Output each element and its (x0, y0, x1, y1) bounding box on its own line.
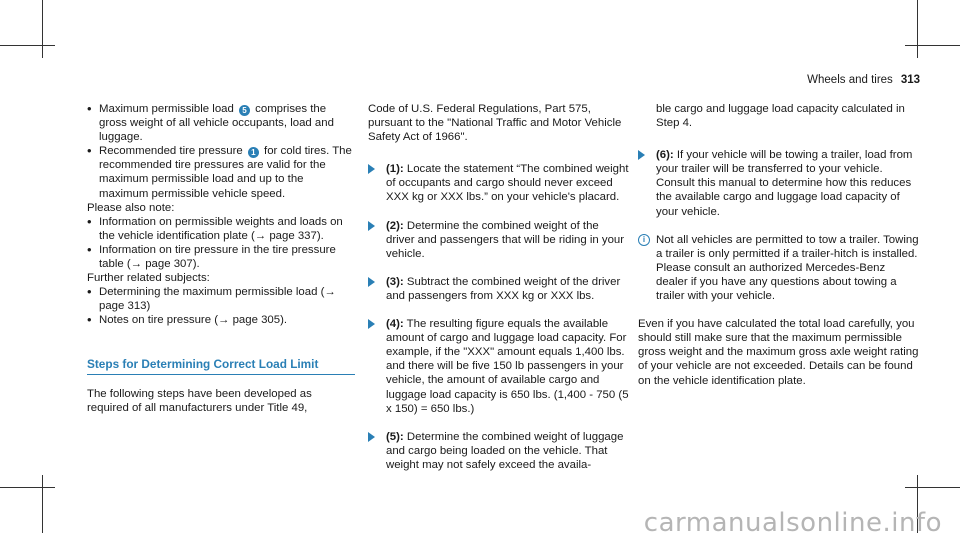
marker-1-icon: 1 (248, 147, 259, 158)
crop-mark (0, 487, 55, 488)
info-note-icon: i (638, 234, 650, 246)
watermark-logo: carmanualsonline.info (643, 507, 942, 538)
step-arrow-icon (368, 277, 375, 287)
closing-paragraph: Even if you have calculated the total load carefully, you should still make sure that the maximum permissible gross weight and the maximum gross axle weight rating of your vehicle are not exceeded. Details can be found on the vehicle identification plate. (638, 318, 919, 387)
step-arrow-icon (368, 432, 375, 442)
section-title: Wheels and tires (807, 74, 893, 86)
crop-mark (42, 475, 43, 533)
intro-paragraph: The following steps have been developed as required of all manufacturers under Title 49, (87, 387, 312, 414)
list-item: • Maximum permissible load 5 comprises the gross weight of all vehicle occupants, load and luggage. (87, 102, 355, 144)
step-arrow-icon (368, 221, 375, 231)
step-arrow-icon (368, 164, 375, 174)
running-header (807, 73, 920, 87)
step-2: (2): Determine the combined weight of the driver and passengers that will be riding in your vehicle. (368, 219, 630, 261)
crop-mark (0, 45, 55, 46)
section-heading: Steps for Determining Correct Load Limit (87, 357, 355, 375)
step-1: (1): Locate the statement “The combined weight of occupants and cargo should never exceed XXX kg or XXX lbs.” on your vehicle's placard. (368, 162, 630, 204)
further-subjects-label: Further related subjects: (87, 272, 210, 285)
column-left (87, 102, 355, 415)
crop-mark (905, 487, 960, 488)
list-item: • Information on tire pressure in the tire pressure table (→ page 307). (87, 243, 355, 271)
list-item: • Determining the maximum permissible load (→ page 313) (87, 285, 355, 313)
step-arrow-icon (638, 150, 645, 160)
list-item: • Notes on tire pressure (→ page 305). (87, 313, 355, 327)
crop-mark (905, 45, 960, 46)
continued-step: ble cargo and luggage load capacity calculated in Step 4. (656, 103, 905, 130)
crop-mark (42, 0, 43, 58)
please-note-label: Please also note: (87, 201, 175, 214)
continued-paragraph: Code of U.S. Federal Regulations, Part 575, pursuant to the "National Traffic and Motor Vehicle Safety Act of 1966". (368, 103, 622, 144)
column-right (638, 102, 920, 388)
crop-mark (917, 0, 918, 58)
step-arrow-icon (368, 319, 375, 329)
step-4: (4): The resulting figure equals the available amount of cargo and luggage load capacity. For example, if the "XXX" amount equals 1,400 lbs. and there will be five 150 lb passengers in your vehicle, the amount of available cargo and luggage load capacity is 650 lbs. (1,400 - 750 (5 x 150) = 650 lbs.) (368, 317, 630, 416)
page-number: 313 (900, 74, 920, 86)
column-middle (368, 102, 630, 486)
list-item: • Information on permissible weights and loads on the vehicle identification plate (→ page 337). (87, 215, 355, 243)
step-6: (6): If your vehicle will be towing a trailer, load from your trailer will be transferred to your vehicle. Consult this manual to determine how this reduces the available cargo and luggage load capacity of your vehicle. (638, 148, 920, 218)
step-5: (5): Determine the combined weight of luggage and cargo being loaded on the vehicle. That weight may not safely exceed the availa- (368, 430, 630, 472)
marker-5-icon: 5 (239, 105, 250, 116)
list-item: • Recommended tire pressure 1 for cold tires. The recommended tire pressures are valid for the maximum permissible load and up to the maximum permissible vehicle speed. (87, 144, 355, 200)
note-block: i Not all vehicles are permitted to tow a trailer. Towing a trailer is only permitted if a trailer-hitch is installed. Please consult an authorized Mercedes-Benz dealer if you have any questions about towing a trailer with your vehicle. (638, 233, 920, 303)
step-3: (3): Subtract the combined weight of the driver and passengers from XXX kg or XXX lbs. (368, 275, 630, 303)
